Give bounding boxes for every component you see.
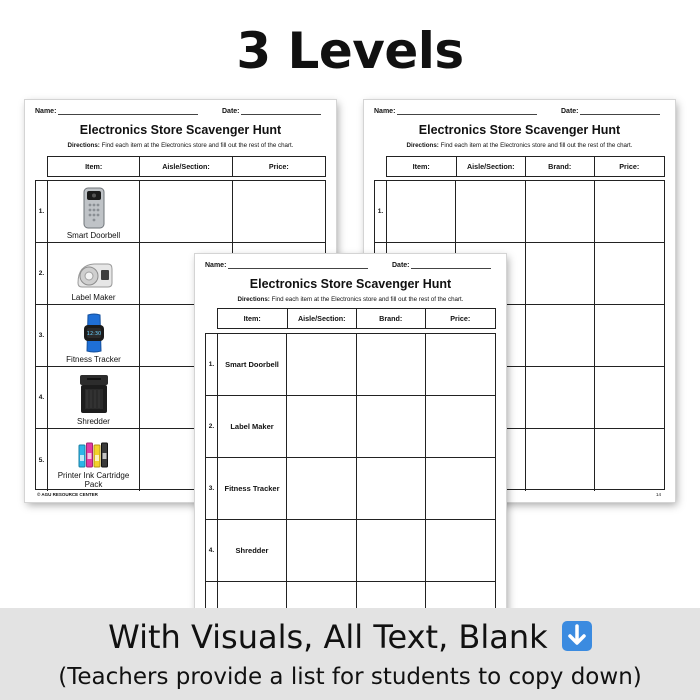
column-header-aisle: Aisle/Section: bbox=[140, 157, 232, 176]
name-field: Name: bbox=[35, 108, 198, 115]
table-row: 2. Label Maker bbox=[36, 243, 325, 305]
item-cell bbox=[48, 429, 140, 491]
page-number: 14 bbox=[656, 492, 662, 497]
item-name: Smart Doorbell bbox=[218, 334, 287, 395]
item-caption: Printer Ink Cartridge Pack bbox=[57, 471, 130, 489]
table-row: 1. Smart Doorbell bbox=[36, 181, 325, 243]
item-name: Fitness Tracker bbox=[218, 458, 287, 519]
shredder-icon bbox=[77, 373, 111, 415]
banner-line-2: (Teachers provide a list for students to copy down) bbox=[58, 664, 642, 690]
worksheet-title: Electronics Store Scavenger Hunt bbox=[418, 123, 621, 137]
table-row: 1. bbox=[375, 181, 664, 243]
doorbell-icon bbox=[83, 187, 105, 229]
worksheet-title: Electronics Store Scavenger Hunt bbox=[79, 123, 282, 137]
name-field: Name: bbox=[374, 108, 537, 115]
worksheet-title: Electronics Store Scavenger Hunt bbox=[249, 277, 452, 291]
label-maker-icon bbox=[74, 259, 114, 291]
date-field: Date: bbox=[392, 262, 491, 269]
item-cell bbox=[48, 367, 140, 428]
table-row: 3. Fitness Tracker bbox=[206, 458, 495, 520]
banner-line-1: With Visuals, All Text, Blank bbox=[0, 618, 700, 656]
down-arrow-icon bbox=[562, 621, 592, 651]
headline: 3 Levels bbox=[236, 22, 464, 80]
fitness-tracker-icon bbox=[79, 313, 109, 353]
column-header-item: Item: bbox=[48, 157, 140, 176]
table-row: 5. Printer Ink Cartridge Pack bbox=[36, 429, 325, 491]
item-cell bbox=[48, 181, 140, 242]
item-name: Shredder bbox=[218, 520, 287, 581]
ink-cartridge-icon bbox=[78, 441, 110, 469]
column-header-price: Price: bbox=[619, 162, 640, 171]
item-caption: Shredder bbox=[77, 417, 110, 426]
directions: Directions: Find each item at the Electronics store and fill out the rest of the chart. bbox=[406, 142, 633, 149]
directions: Directions: Find each item at the Electronics store and fill out the rest of the chart. bbox=[237, 296, 464, 303]
column-header-aisle: Aisle/Section: bbox=[288, 309, 358, 328]
table-row: 3. 12:30 Fitness Tracker bbox=[36, 305, 325, 367]
column-header-brand: Brand: bbox=[526, 157, 595, 176]
column-header-price: Price: bbox=[450, 314, 471, 323]
column-header-price: Price: bbox=[268, 162, 289, 171]
column-header-item: Item: bbox=[387, 157, 457, 176]
svg-text:12:30: 12:30 bbox=[86, 331, 101, 337]
caption-banner bbox=[0, 608, 700, 700]
item-cell bbox=[48, 243, 140, 304]
copyright: © AGU RESOURCE CENTER bbox=[37, 492, 98, 497]
column-header-item: Item: bbox=[218, 309, 288, 328]
column-header-brand: Brand: bbox=[357, 309, 426, 328]
directions: Directions: Find each item at the Electronics store and fill out the rest of the chart. bbox=[67, 142, 294, 149]
table-row: 2. Label Maker bbox=[206, 396, 495, 458]
date-field: Date: bbox=[561, 108, 660, 115]
table-header bbox=[386, 156, 665, 177]
date-field: Date: bbox=[222, 108, 321, 115]
column-header-aisle: Aisle/Section: bbox=[457, 157, 527, 176]
item-caption: Label Maker bbox=[71, 293, 116, 302]
table-row: 4. Shredder bbox=[36, 367, 325, 429]
item-name: Label Maker bbox=[218, 396, 287, 457]
table-header bbox=[217, 308, 496, 329]
item-caption: Fitness Tracker bbox=[66, 355, 121, 364]
name-field: Name: bbox=[205, 262, 368, 269]
item-caption: Smart Doorbell bbox=[66, 231, 121, 240]
table-row: 1. Smart Doorbell bbox=[206, 334, 495, 396]
table-row: 4. Shredder bbox=[206, 520, 495, 582]
table-header bbox=[47, 156, 326, 177]
item-cell bbox=[48, 305, 140, 366]
